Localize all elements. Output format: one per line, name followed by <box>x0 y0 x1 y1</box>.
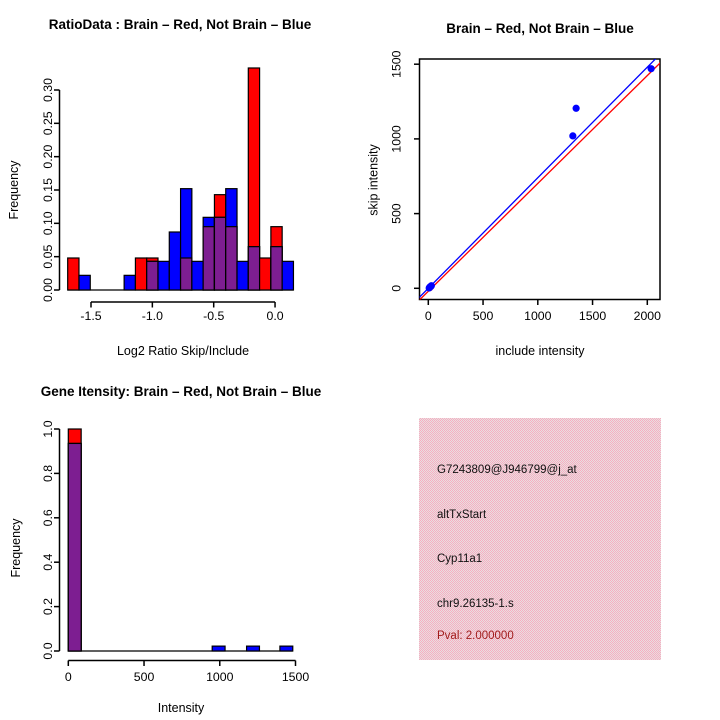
scatter-xlabel: include intensity <box>495 344 585 358</box>
ratio-hist-ylabel: Frequency <box>7 160 21 220</box>
gene-hist-ylabel: Frequency <box>9 518 23 578</box>
y-tick-label: 1000 <box>389 125 404 153</box>
hist-bar-blue <box>79 275 90 290</box>
hist-bar-overlap <box>68 443 81 651</box>
scatter-ylabel: skip intensity <box>366 144 381 216</box>
y-tick-label: 0.0 <box>41 642 55 660</box>
blue-fit-line <box>408 43 671 308</box>
x-tick-label: 500 <box>472 309 494 323</box>
x-tick-label: 500 <box>133 670 155 684</box>
scatter-lines <box>408 43 671 311</box>
hist-bar-blue <box>237 261 248 290</box>
info-panel <box>419 418 661 660</box>
x-tick-label: 1500 <box>281 670 310 684</box>
x-tick-label: 1000 <box>524 309 552 323</box>
hist-bar-blue <box>282 261 293 290</box>
hist-bar-overlap <box>271 247 282 290</box>
plot-box <box>420 59 661 300</box>
hist-bar-blue <box>192 261 203 290</box>
probe-id-text: G7243809@J946799@j_at <box>437 464 577 476</box>
y-tick-label: 0.4 <box>41 553 55 571</box>
red-fit-line <box>408 52 671 311</box>
y-tick-label: 0 <box>389 284 404 292</box>
y-tick-label: 0.25 <box>41 111 55 136</box>
hist-bar-overlap <box>147 261 158 290</box>
blue-point <box>648 65 655 72</box>
y-tick-label: 0.10 <box>41 211 55 236</box>
x-tick-label: 0.0 <box>266 309 284 323</box>
hist-bar-red <box>135 258 146 290</box>
hist-bar-blue <box>212 646 225 651</box>
y-tick-label: 0.20 <box>41 144 55 169</box>
y-tick-label: 0.15 <box>41 178 55 202</box>
hist-bar-blue <box>280 646 293 651</box>
pval-text: Pval: 2.000000 <box>437 630 514 642</box>
scatter-title: Brain – Red, Not Brain – Blue <box>446 21 634 36</box>
hist-bar-blue <box>124 275 135 290</box>
y-tick-label: 0.2 <box>41 598 55 616</box>
gene-hist-title: Gene Itensity: Brain – Red, Not Brain – Blue <box>40 384 322 399</box>
ratio-hist-xlabel: Log2 Ratio Skip/Include <box>116 344 250 358</box>
blue-point <box>428 282 435 289</box>
y-tick-label: 1.0 <box>41 420 55 438</box>
ratio-hist-title: RatioData : Brain – Red, Not Brain – Blue <box>48 17 312 32</box>
hist-bar-overlap <box>248 247 259 290</box>
x-tick-label: -1.0 <box>141 309 163 323</box>
hist-bar-blue <box>158 261 169 290</box>
event-type-text: altTxStart <box>437 509 487 521</box>
y-tick-label: 1500 <box>389 50 404 78</box>
x-tick-label: 1000 <box>206 670 234 684</box>
y-tick-label: 0.05 <box>41 244 55 269</box>
gene-histogram-panel <box>41 420 309 684</box>
x-tick-label: 2000 <box>633 309 661 323</box>
blue-point <box>573 105 580 112</box>
hist-bar-overlap <box>181 258 192 290</box>
x-tick-label: 1500 <box>578 309 607 323</box>
hist-bar-overlap <box>214 217 225 290</box>
x-tick-label: 0 <box>64 670 72 684</box>
x-tick-label: -1.5 <box>80 309 102 323</box>
hist-bar-blue <box>169 232 180 290</box>
x-tick-label: 0 <box>424 309 432 323</box>
hist-bar-red <box>68 258 79 290</box>
y-tick-label: 0.00 <box>41 278 55 302</box>
blue-point <box>569 132 576 139</box>
scatter-panel <box>390 43 671 323</box>
gene-hist-xlabel: Intensity <box>157 701 205 715</box>
x-tick-label: -0.5 <box>203 309 225 323</box>
y-tick-label: 0.8 <box>41 464 55 482</box>
y-tick-label: 0.30 <box>41 78 55 102</box>
locus-text: chr9.26135-1.s <box>437 598 514 610</box>
hist-bar-red <box>260 258 271 290</box>
hist-bar-overlap <box>226 227 237 290</box>
y-tick-label: 500 <box>389 203 404 224</box>
gene-name-text: Cyp11a1 <box>437 553 483 565</box>
hist-bar-overlap <box>203 227 214 290</box>
ratio-histogram-panel <box>41 68 293 323</box>
hist-bar-blue <box>247 646 260 651</box>
y-tick-label: 0.6 <box>41 509 55 527</box>
